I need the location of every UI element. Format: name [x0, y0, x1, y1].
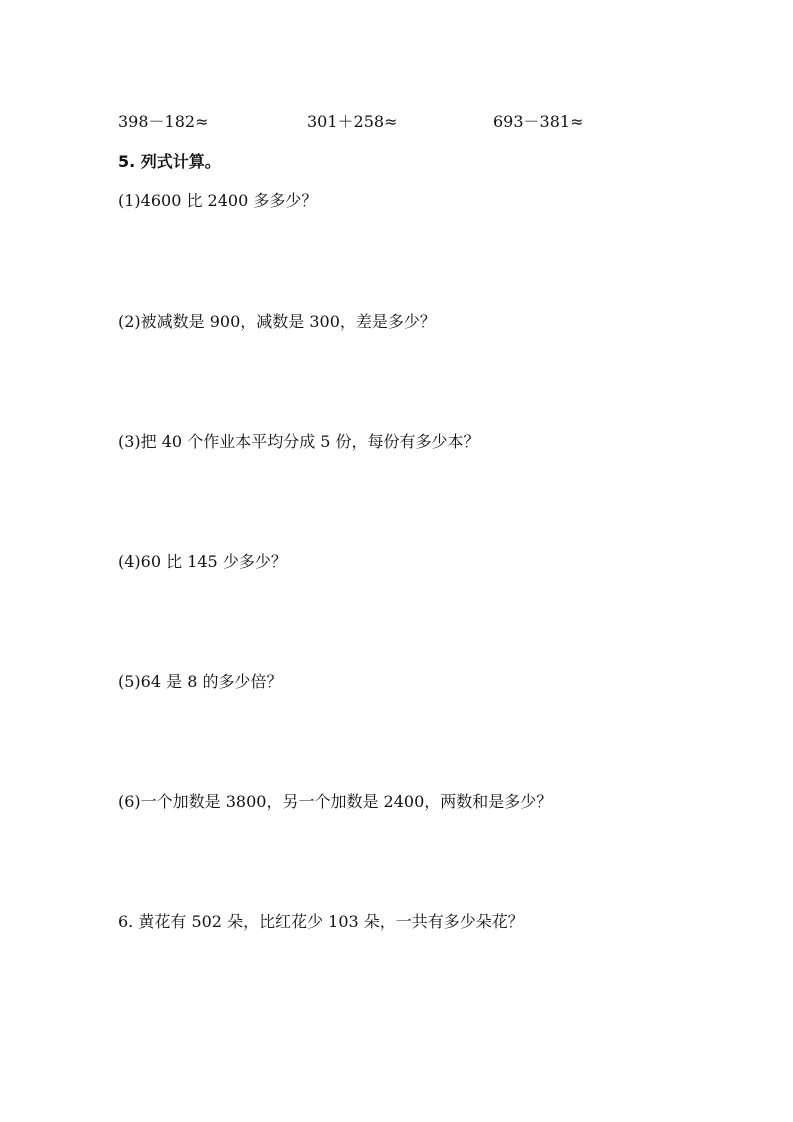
question-6: (6)一个加数是 3800，另一个加数是 2400，两数和是多少？: [118, 792, 553, 811]
section-5-heading: 5. 列式计算。: [118, 152, 221, 171]
estimate-item: 301＋258≈: [307, 112, 398, 131]
question-4: (4)60 比 145 少多少？: [118, 552, 287, 571]
question-5: (5)64 是 8 的多少倍？: [118, 672, 283, 691]
question-section-6: 6. 黄花有 502 朵，比红花少 103 朵，一共有多少朵花？: [118, 912, 524, 931]
question-2: (2)被减数是 900，减数是 300，差是多少？: [118, 312, 436, 331]
estimate-item: 693－381≈: [493, 112, 584, 131]
estimate-item: 398－182≈: [118, 112, 209, 131]
estimate-row: [118, 112, 638, 134]
question-3: (3)把 40 个作业本平均分成 5 份，每份有多少本？: [118, 432, 480, 451]
question-1: (1)4600 比 2400 多多少？: [118, 191, 318, 210]
